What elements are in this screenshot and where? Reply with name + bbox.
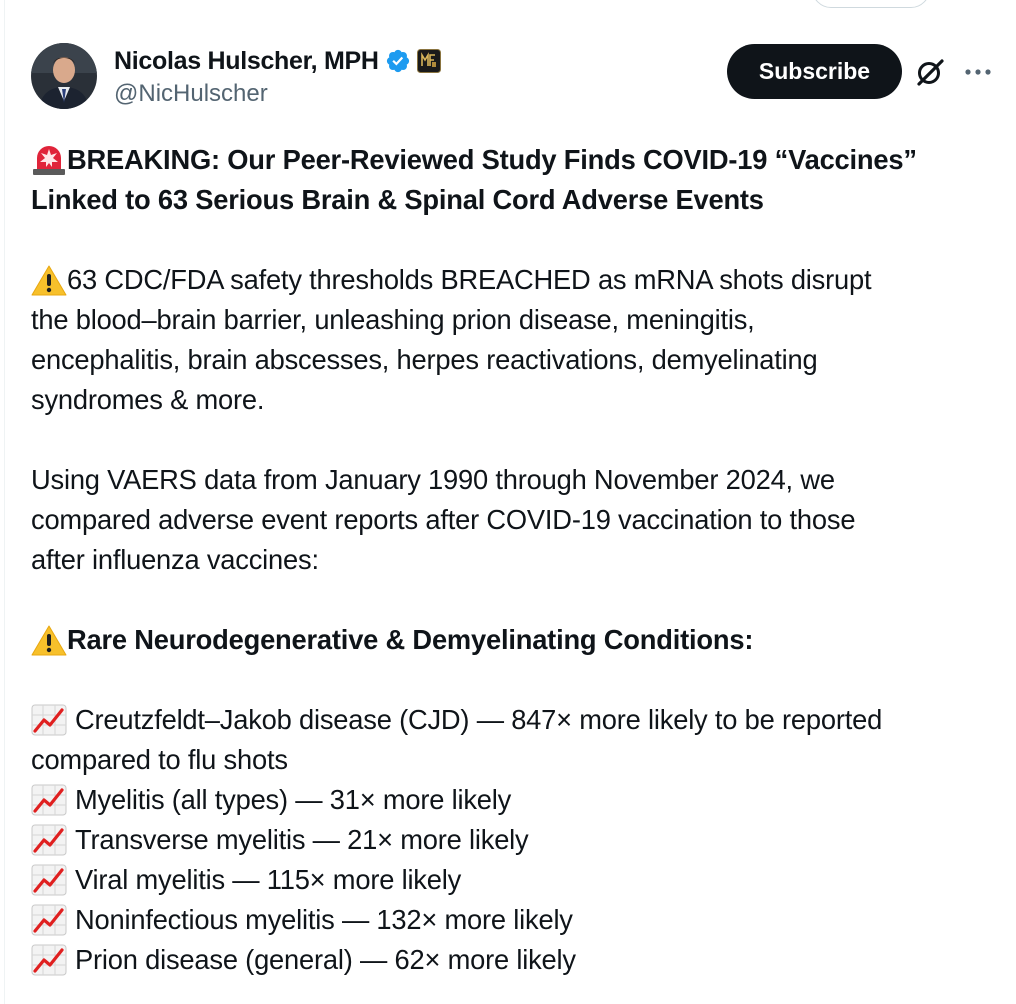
para1-line-3: encephalitis, brain abscesses, herpes reactivations, demyelinating — [31, 344, 818, 375]
verified-badge-icon[interactable] — [385, 48, 411, 74]
organization-badge-icon[interactable] — [417, 49, 441, 73]
previous-post-button-edge[interactable] — [812, 0, 930, 8]
finding-text: Myelitis (all types) — 31× more likely — [75, 784, 512, 815]
finding-item — [31, 900, 1001, 940]
para1-text-1: 63 CDC/FDA safety thresholds BREACHED as mRNA shots disrupt — [67, 264, 872, 295]
section-heading — [31, 620, 1001, 660]
subscribe-button[interactable]: Subscribe — [727, 44, 902, 99]
finding-text: Noninfectious myelitis — 132× more likely — [75, 904, 573, 935]
section-heading-text: Rare Neurodegenerative & Demyelinating Conditions: — [67, 624, 754, 655]
chart-increasing-icon — [31, 940, 75, 980]
finding-text: Prion disease (general) — 62× more likely — [75, 944, 576, 975]
finding-item — [31, 820, 1001, 860]
finding-item — [31, 860, 1001, 900]
tweet-text — [31, 140, 1001, 980]
para2-line-2: compared adverse event reports after COVID-19 vaccination to those — [31, 504, 856, 535]
chart-increasing-icon — [31, 700, 75, 740]
chart-increasing-icon — [31, 820, 75, 860]
headline-text-1: BREAKING: Our Peer-Reviewed Study Finds COVID-19 “Vaccines” — [67, 144, 917, 175]
timeline-border — [4, 0, 5, 1004]
chart-increasing-icon — [31, 860, 75, 900]
chart-increasing-icon — [31, 780, 75, 820]
finding-item — [31, 700, 1001, 740]
author-handle[interactable]: @NicHulscher — [114, 80, 268, 107]
finding-item — [31, 780, 1001, 820]
warning-icon — [31, 260, 67, 300]
finding-item — [31, 940, 1001, 980]
finding-text: Viral myelitis — 115× more likely — [75, 864, 462, 895]
headline-line-2: Linked to 63 Serious Brain & Spinal Cord Adverse Events — [31, 184, 764, 215]
author-name-row[interactable] — [114, 45, 441, 77]
police-light-icon — [31, 140, 67, 180]
finding-text: Creutzfeldt–Jakob disease (CJD) — 847× more likely to be reported — [75, 704, 883, 735]
finding-continuation: compared to flu shots — [31, 744, 288, 775]
warning-icon — [31, 620, 67, 660]
more-options-icon[interactable] — [963, 58, 993, 86]
grok-icon[interactable] — [914, 56, 946, 88]
para1-line-1 — [31, 260, 1001, 300]
chart-increasing-icon — [31, 900, 75, 940]
avatar[interactable] — [31, 43, 97, 109]
headline-line-1 — [31, 140, 1001, 180]
display-name[interactable]: Nicolas Hulscher, MPH — [114, 46, 379, 75]
para2-line-3: after influenza vaccines: — [31, 544, 319, 575]
finding-text: Transverse myelitis — 21× more likely — [75, 824, 529, 855]
para1-line-2: the blood–brain barrier, unleashing prion disease, meningitis, — [31, 304, 755, 335]
para1-line-4: syndromes & more. — [31, 384, 265, 415]
para2-line-1: Using VAERS data from January 1990 through November 2024, we — [31, 464, 835, 495]
